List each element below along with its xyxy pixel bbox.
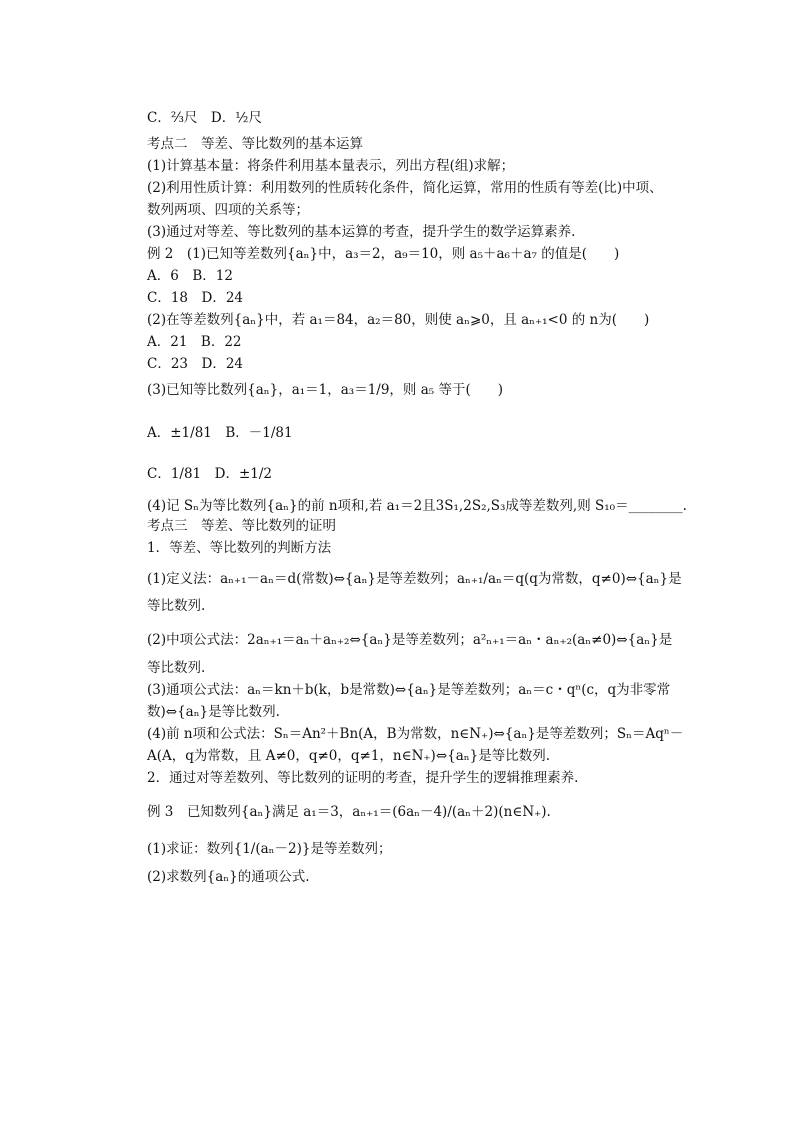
text-line: A(A，q为常数，且 A≠0，q≠0，q≠1，n∈N₊)⇔{aₙ}是等比数列. xyxy=(147,748,550,764)
option-line: A．21 B．22 xyxy=(147,334,242,350)
option-line: C．1/81 D．±1/2 xyxy=(147,466,273,482)
example-2-part-3: (3)已知等比数列{aₙ}，a₁＝1，a₃＝1/9，则 a₅ 等于( ) xyxy=(147,382,504,398)
text-line: 数列两项、四项的关系等； xyxy=(147,202,309,218)
text-line: (1)计算基本量：将条件利用基本量表示，列出方程(组)求解； xyxy=(147,158,515,174)
section-heading-3: 考点三 等差、等比数列的证明 xyxy=(147,518,336,534)
section-heading-2: 考点二 等差、等比数列的基本运算 xyxy=(147,136,363,152)
example-2-part-1: 例 2 (1)已知等差数列{aₙ}中，a₃＝2，a₉＝10，则 a₅＋a₆＋a₇ 的值是( ) xyxy=(147,246,620,262)
example-2-part-4: (4)记 Sₙ为等比数列{aₙ}的前 n项和,若 a₁＝2且3S₁,2S₂,S₃成等差数列,则 S₁₀＝________. xyxy=(147,498,687,514)
text-line: 等比数列. xyxy=(147,598,206,614)
text-line: 2．通过对等差数列、等比数列的证明的考查，提升学生的逻辑推理素养. xyxy=(147,770,579,786)
text-line: 数)⇔{aₙ}是等比数列. xyxy=(147,704,280,720)
example-3: 例 3 已知数列{aₙ}满足 a₁＝3，aₙ₊₁＝(6aₙ－4)/(aₙ＋2)(n∈N₊). xyxy=(147,804,551,820)
example-3-part-2: (2)求数列{aₙ}的通项公式. xyxy=(147,869,310,885)
example-2-part-2: (2)在等差数列{aₙ}中，若 a₁＝84，a₂＝80，则使 aₙ⩾0，且 aₙ₊₁<0 的 n为( ) xyxy=(147,312,650,328)
text-line: (2)利用性质计算：利用数列的性质转化条件，简化运算，常用的性质有等差(比)中项、 xyxy=(147,180,663,196)
option-line: C．23 D．24 xyxy=(147,356,244,372)
text-line: (3)通项公式法：aₙ＝kn＋b(k，b是常数)⇔{aₙ}是等差数列；aₙ＝c・qⁿ(c，q为非零常 xyxy=(147,682,671,698)
text-line: (4)前 n项和公式法：Sₙ＝An²＋Bn(A，B为常数，n∈N₊)⇔{aₙ}是等差数列；Sₙ＝Aqⁿ－ xyxy=(147,726,684,742)
text-line: (2)中项公式法：2aₙ₊₁＝aₙ＋aₙ₊₂⇔{aₙ}是等差数列；a²ₙ₊₁＝aₙ・aₙ₊₂(aₙ≠0)⇔{aₙ}是 xyxy=(147,632,673,648)
option-line: C．18 D．24 xyxy=(147,290,244,306)
option-line: A．6 B．12 xyxy=(147,268,233,284)
text-line: 等比数列. xyxy=(147,660,206,676)
text-line: (3)通过对等差、等比数列的基本运算的考查，提升学生的数学运算素养. xyxy=(147,224,576,240)
text-line: (1)定义法：aₙ₊₁－aₙ＝d(常数)⇔{aₙ}是等差数列；aₙ₊₁/aₙ＝q(q为常数，q≠0)⇔{aₙ}是 xyxy=(147,571,682,587)
option-line-cd: C．⅔尺 D．½尺 xyxy=(147,110,262,126)
example-3-part-1: (1)求证：数列{1/(aₙ－2)}是等差数列； xyxy=(147,841,392,857)
text-line: 1．等差、等比数列的判断方法 xyxy=(147,540,332,556)
option-line: A．±1/81 B．－1/81 xyxy=(147,425,293,441)
